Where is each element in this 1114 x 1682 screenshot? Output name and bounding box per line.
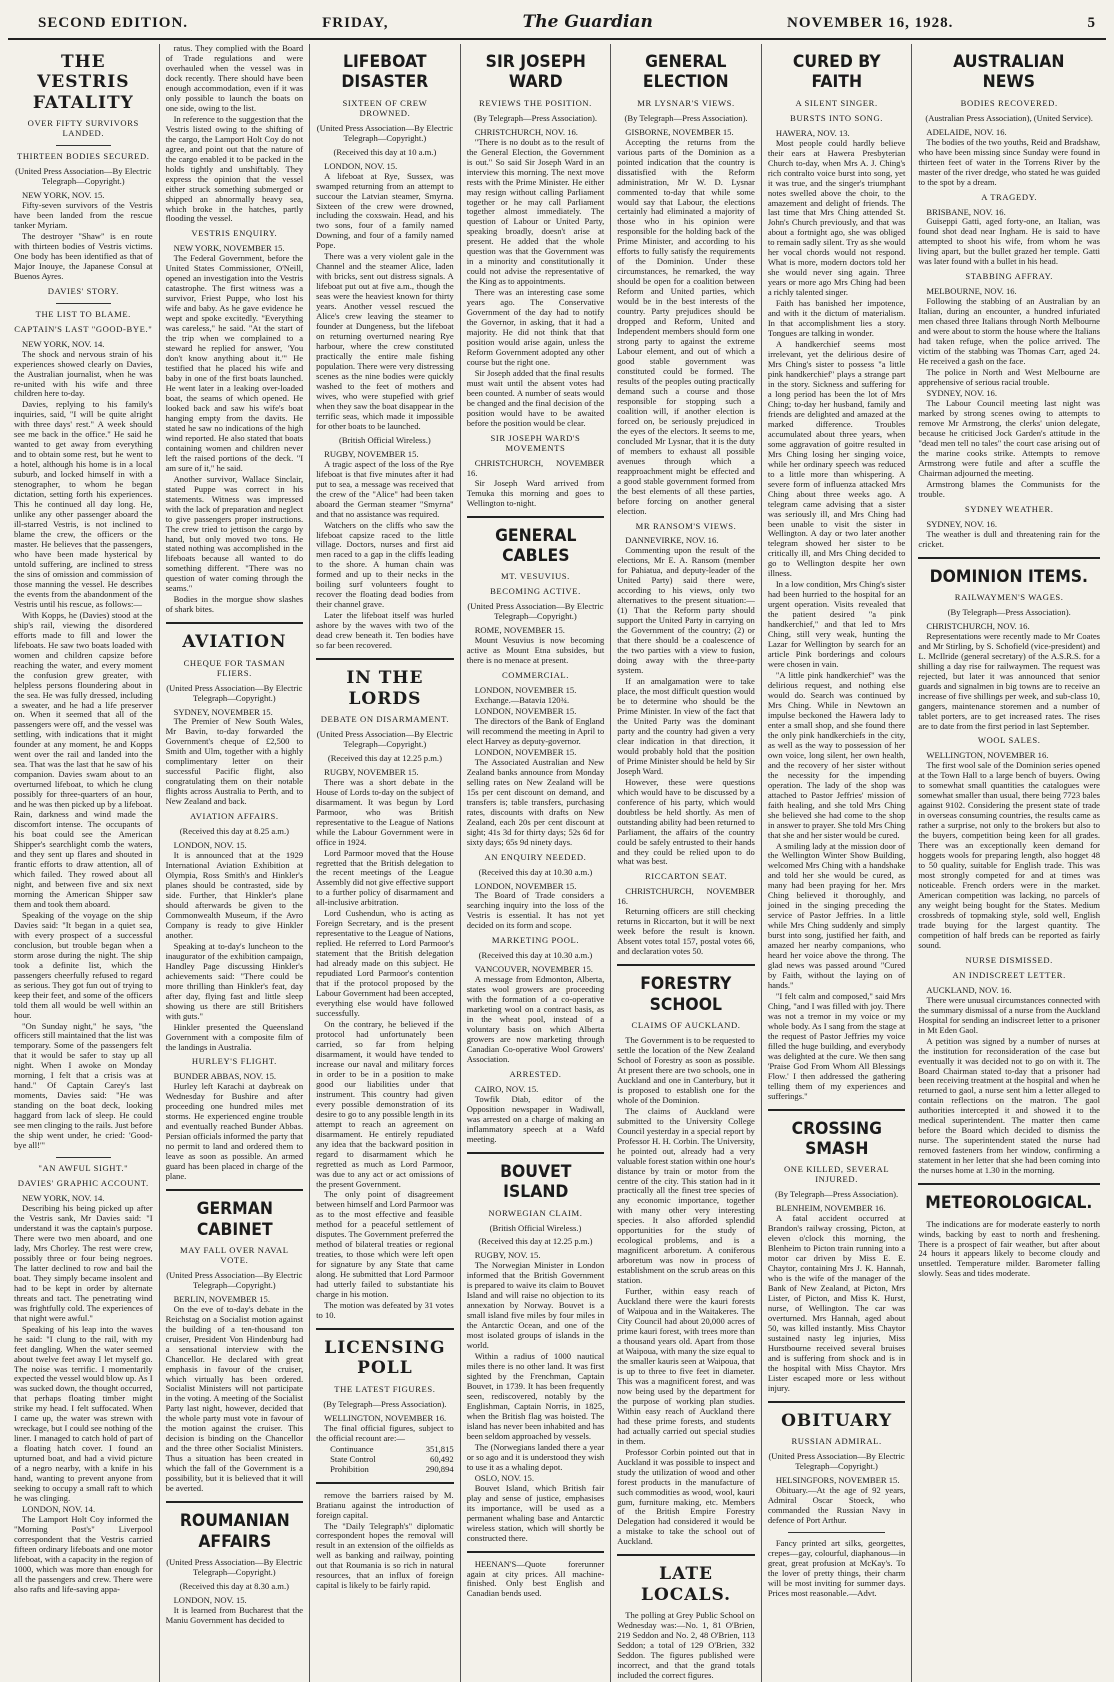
paragraph: Hinkler presented the Queensland Government with a composite film of the landings in Australia. <box>165 1021 304 1052</box>
subhead: RAILWAYMEN'S WAGES. <box>954 591 1064 602</box>
paragraph: Further, within easy reach of Auckland there were the kauri forests of Waipoua and in the Waitakeres. The City Council had about 20,000 acres of prime kauri forest, with trees more than a thousand years old. Apart from those at Waipoua, with many the size equal to the smaller kauris seen at Waipoua, that is up to three to five feet in diameter. This was a magnificent forest, and was now being used by the department for the purpose of working plan studies. Within easy reach of Auckland there had these prime forests, and students had actually carried out special studies in them. <box>617 1286 755 1446</box>
section-divider <box>166 1501 304 1503</box>
paragraph: Fifty-seven survivors of the Vestris have been landed from the rescue tanker Myriam. <box>14 199 153 230</box>
paragraph: Speaking of the voyage on the ship Davies said: "It began in a quiet sea, with every prospect of a successful conclusion, but trouble began when a storm arose during the night. The ship took a definite list, which the passengers cheerfully refused to regard as serious. They got fun out of trying to keep their feet, and some of the officers told them all would be well within an hour. <box>14 909 153 1020</box>
paragraph: Faith has banished her impotence, and with it the dictum of materialism. In that accomplishment lies a story. Tongues are talking in wonder. <box>767 298 906 339</box>
dateline: LONDON, NOVEMBER 15. <box>474 706 577 716</box>
section-divider <box>467 516 605 518</box>
poll-results <box>316 1445 454 1475</box>
column-2 <box>159 44 310 1682</box>
subhead: NURSE DISMISSED. <box>965 954 1053 965</box>
paragraph: In reference to the suggestion that the Vestris listed owing to the shifting of the cargo, the Lamport Holt Coy do not agree, and point out that the nature of the cargo enabled it to be packed in the holds tightly and unshiftably. They express the opinion that the vessel either struck something submerged or shipped an abnormally heavy sea, which broke in the hatches, partly flooding the vessel. <box>165 113 304 224</box>
dateline: VANCOUVER, NOVEMBER 15. <box>474 964 593 975</box>
divider <box>788 1532 884 1533</box>
headline-forestry-school: FORESTRY SCHOOL <box>640 974 732 1015</box>
subhead: REVIEWS THE POSITION. <box>479 97 592 108</box>
section-divider <box>316 1328 454 1330</box>
paragraph: Describing his being picked up after the Vestris sank, Mr Davies said: "I understand it was the captain's purpose. There were two men aboard, and one lady, Mrs Chorley. The rest were crew, possibly three or four being negroes. The latter declined to row and bail the boat. They simply became insolent and had to be kept in order by alternate threats and tact. The penetrating wind was frightfully cold. The experiences of that night were awful." <box>14 1203 153 1323</box>
dateline: CHRISTCHURCH, NOVEMBER 16. <box>617 886 755 907</box>
paragraph: Most people could hardly believe their ears at Hawera Presbyterian Church to-day, when Mrs A. J. Ching's rich contralto voice burst into song, yet it was true, and the singer's triumphant notes swelled above the choir, to the amazement and delight of friends. The last time that Mrs Ching attended St. John's Church previously, and that was about a fortnight ago, she was obliged to remain sadly silent. Try as she would her vocal chords would not respond. What is more, modern doctors told her she would never sing again. Three years or more ago Mrs Ching had been a richly talented singer. <box>767 137 906 298</box>
paragraph: Bouvet Island, which British fair play and sense of justice, emphasises its importance, will be used as a permanent whaling base and Antarctic wireless station, which will shortly be constructed there. <box>466 1482 605 1543</box>
paragraph: The Norwegian Minister in London informed that the British Government is prepared to waive its claim to Bouvet Island and will raise no objection to its annexation by Norway. Bouvet is a small island five miles by four miles in the Antarctic Ocean, and one of the most isolated groups of islands in the world. <box>466 1260 605 1351</box>
dateline: LONDON, NOVEMBER 15. <box>474 746 577 757</box>
subhead: MR RANSOM'S VIEWS. <box>635 520 737 531</box>
paragraph: On the eve of to-day's debate in the Reichstag on a Socialist motion against the building of a ten-thousand ton cruiser, President Von Hindenburg had a sensational interview with the Chancellor. He declared with great emphasis in favour of the cruiser, which virtually has been ordered. Socialist Ministers will not participate in the voting. A meeting of the Socialist Party last night, however, decided that the whole party must vote in favour of the motion against the cruiser. This decision is binding on the Chancellor and the three other Socialist Ministers. Thus a situation has been created in which the fall of the Government is a possibility, but it is believed that it will be averted. <box>165 1303 304 1494</box>
headline-vestris-fatality: THE VESTRIS FATALITY <box>32 52 134 113</box>
dateline: WELLINGTON, NOVEMBER 16. <box>926 750 1049 761</box>
dateline: RUGBY, NOV. 15. <box>474 1250 541 1261</box>
paragraph: The first wool sale of the Dominion series opened at the Town Hall to a large bench of buyers. Owing to somewhat small quantities the catalogues were somewhat smaller than usual, there being 7723 bales against 9102. Considering the present state of trade in overseas consuming countries, the results came as rather a surprise, not only to the brokers but also to the buyers, competition being keen for all grades. There was an exceptionally keen demand for hoggets wools for preparing length, also hogget 48 to 50 quality, suitable for English trade. This was most strongly competed for and at times was noticeable. French orders were in the market. American competition was lacking, no parcels of any weight being bought for the States. Medium crossbreds of topmaking style, sold well, English trade buying for the largest quantity. The competition of half breds can be reported as fairly sound. <box>918 760 1100 950</box>
dateline: NEW YORK, NOV. 14. <box>22 1193 105 1204</box>
section-divider <box>316 1482 454 1484</box>
subhead: STABBING AFFRAY. <box>965 271 1054 282</box>
column-5 <box>610 44 761 1682</box>
wire-credit: (Australian Press Association), (United Service). <box>925 112 1093 123</box>
section-divider <box>467 1152 605 1154</box>
subhead: THE LIST TO BLAME. <box>35 308 131 319</box>
wire-credit: (British Official Wireless.) <box>339 434 431 445</box>
paragraph: "There is no doubt as to the result of the General Election, the Government is out." So said Sir Joseph Ward in an interview this morning. The next move rests with the Prime Minister. He either may resign without calling Parliament together or he may call Parliament together almost immediately. The question of Labour or United Party, speaking broadly, doesn't arise at present. He added that the whole question was that the Government was in a minority and constitutionally it could not advise the representative of the King as to appointments. <box>466 136 605 287</box>
section-divider <box>617 1554 755 1556</box>
paragraph: Professor Corbin pointed out that in Auckland it was possible to inspect and study the utilization of wood and other forest products in the manufacture of such commodities as wood, wool, kauri gum, furniture making, etc. Members of the British Empire Forestry Delegation had considered it would be a mistake to take the school out of Auckland. <box>617 1446 755 1547</box>
section-divider <box>768 1401 906 1403</box>
dateline: LONDON, NOV. 14. <box>22 1504 96 1515</box>
wire-credit: (By Telegraph—Press Association). <box>323 1398 447 1409</box>
subhead: VESTRIS ENQUIRY. <box>191 228 278 239</box>
subhead: THE LATEST FIGURES. <box>334 1383 436 1394</box>
paragraph: Davies, replying to his family's inquiries, said, "I will be quite alright with three days' rest." A week should see me back in the office." He said he wanted to get away from everything and to obtain some rest, but he went to a hotel, although his home is in a local suburb, and locked himself in with a stenographer, to whom he began dictation, setting forth his experiences. This he continued all day long. He, unlike any other passenger aboard the ill-starred Vestris, is not inclined to blame the crew, the officers or the master. He believes that the passengers, who have been made hysterical by untold suffering, are inclined to stress the sins of omission and commission of those manning the vessel. He describes the events from the abandonment of the Vestris until his rescue, as follows:— <box>14 399 153 609</box>
subhead: NORWEGIAN CLAIM. <box>488 1207 583 1218</box>
subhead: SYDNEY WEATHER. <box>964 503 1054 514</box>
dateline: GISBORNE, NOVEMBER 15. <box>625 126 734 137</box>
received-time: (Received this day at 8.25 a.m.) <box>179 826 289 837</box>
paragraph: Exchange.—Batavia 120¾. <box>474 695 570 706</box>
subhead: BURSTS INTO SONG. <box>790 112 884 123</box>
wire-credit: (By Telegraph—Press Association). <box>473 112 598 123</box>
received-time: (Received this day at 8.30 a.m.) <box>179 1580 289 1591</box>
column-1 <box>8 44 159 1682</box>
headline-meteorological: METEOROLOGICAL. <box>925 1193 1093 1214</box>
poll-row <box>330 1465 454 1475</box>
received-time: (Received this day at 12.25 p.m.) <box>327 752 442 763</box>
headline-roumanian-affairs: ROUMANIAN AFFAIRS <box>179 1511 290 1552</box>
paragraph: The indications are for moderate easterly to north winds, backing by east to north and freshening. There is a prospect of fair weather, but after about 24 hours it appears likely to become cloudy and unsettled. Temperature milder. Barometer falling slowly. Seas and tides moderate. <box>918 1218 1100 1279</box>
subhead: HURLEY'S FLIGHT. <box>191 1056 277 1067</box>
subhead: THIRTEEN BODIES SECURED. <box>17 151 150 162</box>
subhead: ARRESTED. <box>509 1068 562 1079</box>
edition-label: SECOND EDITION. <box>38 15 189 31</box>
paragraph: The directors of the Bank of England will recommend the meeting in April to elect Harvey as deputy-governor. <box>466 715 605 746</box>
paragraph: Returning officers are still checking returns in Riccarton, but it will be next week before the result is known. Absent votes total 157, postal votes 66, and declaration votes 50. <box>617 906 755 957</box>
paragraph: Sir Joseph added that the final results must wait until the absent votes had been counted. A number of seats would be changed and the final decision of the position would have to be awaited before the position would be clear. <box>466 367 605 428</box>
wire-credit: (By Telegraph—Press Association). <box>775 1189 899 1200</box>
paragraph: The Associated Australian and New Zealand banks announce from Monday selling rates on New Zealand will be 15s per cent discount on demand, and transfers is; table transfers, purchasing rates, discounts with drafts on New Zealand, each 20s per cent discount at sight; 41s 3d for thirty days; 52s 6d for sixty days; 65s 9d ninety days. <box>466 756 605 847</box>
headline-aviation: AVIATION <box>182 632 287 653</box>
paragraph: Within a radius of 1000 nautical miles there is no other land. It was first sighted by the Frenchman, Captain Bouvet, in 1739. It has been frequently seen, rediscovered, notably by the Englishman, Captain Norris, in 1825, when the British flag was hoisted. The island has never been inhabited and has been seldom approached by vessels. <box>466 1351 605 1441</box>
paragraph: Mount Vesuvius is now becoming active as Mount Etna subsides, but there is no menace at present. <box>466 635 605 666</box>
subhead: OVER FIFTY SURVIVORS LANDED. <box>27 118 139 139</box>
received-time: (Received this day at 10.30 a.m.) <box>478 950 593 961</box>
paragraph: Lord Parmoor moved that the House regretted that the British delegation to the recent meetings of the League Assembly did not give effective support to a further policy of disarmament and all-inclusive arbitration. <box>316 847 454 908</box>
dateline: NEW YORK, NOV. 14. <box>22 338 105 349</box>
column-3 <box>309 44 460 1682</box>
divider <box>56 145 111 146</box>
paragraph: Sir Joseph Ward arrived from Temuka this morning and goes to Wellington to-night. <box>466 477 605 508</box>
section-divider <box>166 622 304 624</box>
paragraph: The shock and nervous strain of his experiences showed clearly on Davies, the Australian journalist, when he was re-united with his wife and three children here to-day. <box>14 348 153 399</box>
paragraph: A smiling lady at the mission door of the Wellington Winter Show Building, welcomed Mrs Ching with a handshake and told her she would be cured, as many had been praying for her. Mrs Ching believed it thoroughly, and joined in the singing preceding the service of Pastor Jeffries. In a little while Mrs Ching suddenly and simply burst into song, justified her faith, and amazed her nearby companions, who heard her voice above the throng. The glad news was passed around "Cured by Faith, without the laying on of hands." <box>767 840 906 991</box>
masthead <box>8 12 1106 40</box>
dateline: HELSINGFORS, NOVEMBER 15. <box>775 1475 900 1486</box>
paragraph: The Premier of New South Wales, Mr Bavin, to-day forwarded the Government's cheque of £2,500 to Smith and Ulm, together with a highly complimentary letter on their successful Pacific flight, also congratulating them on their notable flights across Australia to Perth, and to New Zealand and back. <box>165 716 304 807</box>
paragraph: Obituary.—At the age of 92 years, Admiral Oscar Stoeck, who commanded the Russian Navy in defence of Port Arthur. <box>767 1485 906 1525</box>
dateline: AUCKLAND, NOV. 16. <box>926 984 1012 995</box>
wire-credit: (United Press Association—By Electric Telegraph—Copyright.) <box>467 601 604 622</box>
subhead: MAY FALL OVER NAVAL VOTE. <box>180 1244 289 1265</box>
dateline: LONDON, NOVEMBER 15. <box>474 880 577 891</box>
subhead: AVIATION AFFAIRS. <box>190 811 279 822</box>
subhead: BODIES RECOVERED. <box>960 97 1058 108</box>
subhead: SIXTEEN OF CREW DROWNED. <box>342 97 428 118</box>
poll-label: Prohibition <box>330 1463 369 1474</box>
subhead: RUSSIAN ADMIRAL. <box>791 1436 882 1447</box>
subhead: MR LYSNAR'S VIEWS. <box>637 97 735 108</box>
subhead: A SILENT SINGER. <box>795 97 878 108</box>
headline-australian-news: AUSTRALIAN NEWS <box>953 52 1065 93</box>
dateline: RUGBY, NOVEMBER 15. <box>324 766 419 777</box>
paragraph: The bodies of the two youths, Reid and Bradshaw, who have been missing since Sunday were found in thirteen feet of water in the Torrens River by the master of the river dredge, who stated he was guided to the spot by a dream. <box>918 136 1100 187</box>
subhead: COMMERCIAL. <box>501 670 569 681</box>
paragraph: The polling at Grey Public School on Wednesday was:—No. 1, 81 O'Brien, 219 Seddon and No. 2, 48 O'Brien, 113 Seddon; a total of 129 O'Brien, 332 Seddon. The figures published were incorrect, and that the grand totals included the correct figures. <box>617 1610 755 1680</box>
paragraph: The only point of disagreement between himself and Lord Parmoor was as to the most effective and feasible method for a peaceful settlement of disputes. The Government preferred the method of bilateral treaties or regional treaties, to those which were left open for signature by any State that came along. He submitted that Lord Parmoor had utterly failed to substantiate his charge in his motion. <box>316 1189 454 1300</box>
article-columns <box>8 43 1106 1680</box>
headline-sir-joseph-ward: SIR JOSEPH WARD <box>485 52 586 93</box>
column-4 <box>460 44 611 1682</box>
subhead: AN ENQUIRY NEEDED. <box>484 851 587 862</box>
paragraph: However, these were questions which would have to be discussed by a conference of his party, which would doubtless be held shortly. As men of outstanding ability had been returned to Parliament, the affairs of the country could be safely entrusted to their hands and they could be relied upon to do what was best. <box>617 776 755 867</box>
paragraph: The weather is dull and threatening rain for the cricket. <box>918 528 1100 549</box>
wire-credit: (United Press Association—By Electric Telegraph—Copyright.) <box>768 1451 905 1472</box>
paragraph: In a low condition, Mrs Ching's sister had been hurried to the hospital for an urgent operation. Visits revealed that the patient desired "a pink handkerchief," and that led to Mrs Ching, still very weak, hunting the Lazar for Wellington by search for an article Pink borderings and colours were chosen in vain. <box>767 579 906 670</box>
paragraph: A lifeboat at Rye, Sussex, was swamped returning from an attempt to succour the Latvian steamer, Smyrna. Sixteen of the crew were drowned, including the coxswain. Head, and his two sons, four of a family named Downing, and four of a family named Pope. <box>316 170 454 251</box>
headline-obituary: OBITUARY <box>781 1410 893 1431</box>
paragraph: The Federal Government, before the United States Commissioner, O'Neill, opened an investigation into the Vestris catastrophe. The first witness was a survivor, Friest Puppe, who lost his wife and baby. As he gave evidence he wept and spoke excitedly. "Everything was careless," he said. "At the start of the trip when we complained to a steward he replied for answer, 'You don't know anything about it.'" He testified that he placed his wife and baby in one of the first boats launched. He went later in a leaking over-loaded boat, the seams of which opened. He looked back and saw his wife's boat hanging empty from the davits. He stated he saw no indications of the high wind reported. He also stated that boats containing women and children never left the raised portions of the deck. "I am sure of it," he said. <box>165 253 304 473</box>
subhead: CAPTAIN'S LAST "GOOD-BYE." <box>14 323 153 334</box>
dateline: OSLO, NOV. 15. <box>474 1472 534 1483</box>
paragraph: Speaking at to-day's luncheon to the inaugurator of the exhibition campaign, Handley Page discussing Hinkler's achievements said: "There could be more thrilling than Hinkler's feat, day after day, flying fast and little sleep showing us there are still Britishers with guts." <box>165 940 304 1021</box>
paragraph: Later the lifeboat itself was hurled ashore by the waves with two of the dead crew beneath it. Ten bodies have so far been recovered. <box>316 610 454 651</box>
poll-label: Continuance <box>330 1443 374 1454</box>
paragraph: "A little pink handkerchief" was the delirious request, and nothing else would do. Search was continued by Mrs Ching. While in Newtown an impulse beckoned the Hawera lady to enter a small shop, and she found there the only pink handkerchiefs in the city, as well as the way to possession of her own voice, long silent, her own health, and the recovery of her sister without the necessity for the impending operation. The lady of the shop was attached to Pastor Jeffries' mission of faith healing, and she told Mrs Ching she believed she had come to the shop in answer to prayer. She told Mrs Ching that she and her sister would be cured. <box>767 670 906 840</box>
day-label: FRIDAY, <box>322 15 389 31</box>
issue-date: NOVEMBER 16, 1928. <box>787 15 954 31</box>
dateline: HAWERA, NOV. 13. <box>775 127 850 138</box>
dateline: CAIRO, NOV. 15. <box>474 1083 539 1094</box>
advertisement: HEENAN'S—Quote forerunner again at city prices. All machine-finished. Only best English and Canadian bends used. <box>466 1558 605 1599</box>
paragraph: The destroyer "Shaw" is en route with thirteen bodies of Vestris victims. One body has been identified as that of Major Inouye, the Japanese Consul at Buenos Ayres. <box>14 230 153 281</box>
dateline: BRISBANE, NOV. 16. <box>926 206 1006 217</box>
paragraph: There was a very violent gale in the Channel and the steamer Alice, laden with bricks, sent out distress signals. A lifeboat put out at five a.m., though the seas were the heaviest known for thirty years. Another vessel rescued the Alice's crew leaving the steamer to founder at Dungeness, but the lifeboat on returning overturned nearing Rye harbour, where the crew constituted practically the entire male fishing population. There were very distressing scenes as the nine bodies were quickly washed to the feet of mothers and wives, who were stupefied with grief when they saw the boat disappear in the terrific seas, which made it impossible for other boats to be launched. <box>316 251 454 431</box>
paragraph: Towfik Diab, editor of the Opposition newspaper in Wadiwall, was arrested on a charge of making an inflammatory speech at a Wafd meeting. <box>466 1093 605 1144</box>
subhead: CLAIMS OF AUCKLAND. <box>631 1019 741 1030</box>
wire-credit: (United Press Association—By Electric Telegraph—Copyright.) <box>166 682 303 703</box>
paragraph: The Board of Trade considers a searching inquiry into the loss of the Vestris is essential. It has not yet decided on its form and scope. <box>466 890 605 931</box>
subhead: DAVIES' GRAPHIC ACCOUNT. <box>17 1178 149 1189</box>
subhead: WOOL SALES. <box>977 735 1041 746</box>
subhead: A TRAGEDY. <box>981 191 1038 202</box>
paragraph: There was an interesting case some years ago. The Conservative Government of the day had to notify the Governor, in asking, that it had a majority. He did not think that that position would arise again, unless the Reform Government adopted any other course but the right one. <box>466 287 605 367</box>
wire-credit: (United Press Association—By Electric Telegraph—Copyright.) <box>166 1269 303 1290</box>
subhead: RICCARTON SEAT. <box>644 871 728 882</box>
headline-bouvet-island: BOUVET ISLAND <box>499 1161 572 1203</box>
paragraph: The Government is to be requested to settle the location of the New Zealand School of Forestry as soon as possible. At present there are two schools, one in Auckland and one in Canterbury, but it is proposed to establish one for the whole of the Dominion. <box>617 1034 755 1105</box>
paragraph: Guiseppi Gatti, aged forty-one, an Italian, was found shot dead near Ingham. He is said to have attempted to shoot his wife, from whom he was living apart, but the bullet grazed her temple. Gatti was later found with a bullet in his head. <box>918 216 1100 267</box>
section-divider <box>166 1189 304 1191</box>
dateline: BERLIN, NOVEMBER 15. <box>173 1293 271 1304</box>
paragraph: The motion was defeated by 31 votes to 10. <box>316 1300 454 1321</box>
wire-credit: (United Press Association—By Electric Telegraph—Copyright.) <box>316 122 454 143</box>
poll-value: 290,894 <box>425 1463 454 1474</box>
dateline: NEW YORK, NOV. 15. <box>22 190 105 201</box>
section-divider <box>918 1183 1100 1185</box>
dateline: SYDNEY, NOV. 16. <box>926 387 997 398</box>
subhead: MARKETING POOL. <box>491 935 580 946</box>
column-6 <box>761 44 912 1682</box>
wire-credit: (By Telegraph—Press Association). <box>947 606 1071 617</box>
poll-value: 351,815 <box>425 1443 454 1454</box>
paragraph: Another survivor, Wallace Sinclair, stated Puppe was correct in his statements. Witness was impressed with the lack of preparation and neglect to give passengers proper instructions. The crew tried to jettison the cargo by hand, but only moved two tons. He stated nothing was accomplished in the lifeboats because all wanted to do something different. "There was no question of water coming through the seams." <box>165 473 304 594</box>
wire-credit: (United Press Association—By Electric Telegraph—Copyright.) <box>15 166 152 187</box>
dateline: MELBOURNE, NOV. 16. <box>926 286 1017 297</box>
headline-crossing-smash: CROSSING SMASH <box>791 1118 882 1160</box>
dateline: RUGBY, NOVEMBER 15. <box>324 448 419 459</box>
dateline: CHRISTCHURCH, NOV. 16. <box>474 126 578 137</box>
dateline: CHRISTCHURCH, NOVEMBER 16. <box>466 457 605 478</box>
wire-credit: (United Press Association—By Electric Telegraph—Copyright.) <box>166 1556 303 1577</box>
section-divider <box>768 1109 906 1111</box>
paragraph: ratus. They complied with the Board of Trade regulations and were overhauled when the vessel was in dock recently. There should have been enough accommodation, even if it was only possible to launch the boats on one side, owing to the list. <box>165 43 304 113</box>
paragraph: The Labour Council meeting last night was marked by strong scenes owing to attempts to remove Mr Armstrong, the clerks' union delegate, because he criticised Jock Garden's attitude in the "dead men tell no tales" the court case arising out of the marine cooks strike. Attempts to remove Armstrong were futile and after a scuffle the Chairman adjourned the meeting. <box>918 397 1100 478</box>
paragraph: With Kopps, he (Davies) stood at the ship's rail, viewing the disordered efforts made to fill and lower the lifeboats. He saw two boats loaded with women and children capsize before reaching the water, and every moment the confusion grew greater, with helpless persons floundering about in the sea. He was fully dressed, including a sweater, and he had a life preserver on. When it seemed that all of the passengers were off, and the vessel was settling, with indications that it might founder at any moment, he and Kopps went over the rail and landed into the sea. That was the last that he saw of his companion. Davies swam about to an overturned lifeboat, to which he clung possibly for three-quarters of an hour, and he was then picked up by a lifeboat. Rain, darkness and wind made the discomfort intense. The occupants of his boat could see the American Shipper's searchlight comb the waters, and they sent up flares and shouted in frantic efforts to draw attention, all of which failed. They rowed about all night, and between five and six next morning the American Shipper saw them and took them aboard. <box>14 609 153 909</box>
subhead: CHEQUE FOR TASMAN FLIERS. <box>183 657 286 678</box>
headline-german-cabinet: GERMAN CABINET <box>196 1199 273 1240</box>
headline-general-election: GENERAL ELECTION <box>643 52 729 93</box>
column-7 <box>911 44 1106 1682</box>
subhead: DAVIES' STORY. <box>47 285 119 296</box>
paragraph: A petition was signed by a number of nurses at the institution for reconsideration of the case but eventually it was decided not to go on with it. The Board Chairman stated to-day that a prisoner had been receiving treatment at the hospital and when he returned to gaol, a nurse sent him a letter alleged to contain reflections on the matron. The gaol authorities intercepted it and showed it to the medical superintendent. The matter then came before the Board which decided to dismiss the nurse. The superintendent stated the nurse had removed fasteners from her window, confirming a statement in her letter that she had been coming into the nurses home at 1.30 in the morning. <box>918 1035 1100 1176</box>
paragraph: The police in North and West Melbourne are apprehensive of serious racial trouble. <box>918 367 1100 387</box>
paragraph: There was a short debate in the House of Lords to-day on the subject of disarmament. It was begun by Lord Parmoor, who was British representative to the League of Nations while the Labour Government were in office in 1924. <box>316 776 454 847</box>
paragraph: The claims of Auckland were submitted to the University College Council yesterday in a special report by Professor H. H. Corbin. The University, he pointed out, already had a very valuable forest station within one hour's distance by train or motor from the centre of the city. This station had in it practically all the finest tree species of any economic importance, together with many other very interesting species. It also afforded splendid opportunities for the study of ecological problems, and is a magnificent arboretum. A coniferous arboretum was now in process of establishment on the scrub areas on this station. <box>617 1105 755 1286</box>
poll-label: State Control <box>330 1453 376 1464</box>
paragraph: Speaking of his leap into the waves he said: "I clung to the rail, with my feet dangling. When the water seemed about twelve feet away I let myself go. The noise was terrific. I momentarily expected the vessel would blow up. As I was sucked down, the thought occurred, that perhaps floating timber might strike my head. I felt suffocated. When I came up, the water was strewn with wreckage, but I could see nothing of the liner. I managed to catch hold of part of a floating hatch cover. I found an upturned boat, and had a vivid picture of a negro nearby, with a knife in his hand, wanting to prevent anyone from seeking to occupy a small raft to which he was clinging. <box>14 1323 153 1504</box>
dateline: LONDON, NOV. 15. <box>173 840 247 851</box>
paragraph: Following the stabbing of an Australian by an Italian, during an encounter, a hundred infuriated men chased three Italians through North Melbourne and were about to storm the house where the Italians had taken refuge, when the police arrived. The victim of the stabbing was Thomas Carr, aged 24. He received a gash on the face. <box>918 296 1100 367</box>
dateline: ADELAIDE, NOV. 16. <box>926 126 1007 137</box>
dateline: NEW YORK, NOVEMBER 15. <box>173 243 285 254</box>
paragraph: The "Daily Telegraph's" diplomatic correspondent hopes the removal will result in an extension of the oilfields as well as banking and railway, pointing out that Roumania is so rich in natural resources, that an influx of foreign capital is likely to be fairly rapid. <box>316 1520 454 1591</box>
paragraph: Hurley left Karachi at daybreak on Wednesday for Bushire and after proceeding one hundred miles met storms. He experienced engine trouble and eventually reached Bunder Abbas. Persian officials informed the party that no permit to land and ordered them to leave as soon as possible. An armed guard has been placed in charge of the plane. <box>165 1081 304 1182</box>
paragraph: The Lamport Holt Coy informed the "Morning Post's" Liverpool correspondent that the Vestris carried fifteen ordinary lifeboats and one motor lifeboat, with a capacity in the region of 1000, which was more than enough for all the passengers and crew. There were also rafts and life-saving appa- <box>14 1514 153 1594</box>
section-divider <box>918 557 1100 559</box>
paragraph: Armstrong blames the Communists for the trouble. <box>918 478 1100 499</box>
paragraph: It is learned from Bucharest that the Maniu Government has decided to <box>165 1604 304 1625</box>
paragraph: It is announced that at the 1929 International Aviation Exhibition at Olympia, Ross Smith's and Hinkler's planes should be contrasted, side by side. Further, that Hinkler's plane should afterwards be given to the Commonwealth Museum, if the Avro Company is ready to give Hinkler another. <box>165 850 304 940</box>
paragraph: Commenting upon the result of the elections, Mr E. A. Ransom (member for Pahiatua, and deputy-leader of the United Party) said there were, according to his views, only two alternatives to the present situation:—(1) That the Reform party should support the United Party in carrying on the Government of the country; (2) or that there should be a coalescence of the two parties with a view to fusion, doing away with the three-party system. <box>617 545 755 676</box>
wire-credit: (United Press Association—By Electric Telegraph—Copyright.) <box>316 728 454 749</box>
subhead: SIR JOSEPH WARD'S MOVEMENTS <box>490 432 581 453</box>
paragraph: The final official figures, subject to the official recount are:— <box>316 1422 454 1443</box>
paragraph: There were unusual circumstances connected with the summary dismissal of a nurse from the Auckland Hospital for sending an indiscreet letter to a prisoner in Mt Eden Gaol. <box>918 994 1100 1035</box>
headline-cured-by-faith: CURED BY FAITH <box>792 52 881 93</box>
dateline: LONDON, NOV. 15. <box>324 160 398 171</box>
subhead: MT. VESUVIUS. <box>501 571 570 582</box>
divider <box>56 303 111 304</box>
headline-licensing-poll: LICENSING POLL <box>324 1338 446 1379</box>
dateline: SYDNEY, NOVEMBER 15. <box>173 706 273 717</box>
dateline: LONDON, NOVEMBER 15. <box>474 685 577 696</box>
section-divider <box>316 658 454 660</box>
paragraph: On the contrary, he believed if the protocol had unfortunately been carried, so far from helping disarmament, it would have tended to increase our naval and military forces in order to be in a position to make good our liabilities under that instrument. This country had given every possible demonstration of its desire to go to any possible length in its attempt to reach an agreement on disarmament. He entirely repudiated any idea that the backward position in regard to disarmament which he regretted as much as Lord Parmoor, was due to any act or act omissions of the present Government. <box>316 1019 454 1189</box>
headline-general-cables: GENERAL CABLES <box>494 525 577 566</box>
paragraph: A handkerchief seems most irrelevant, yet the delirious desire of Mrs Ching's sister to possess "a little pink handkerchief" plays a strange part in the story. Sickness and suffering for a long period has been the lot of Mrs Ching; to-day her husband, family and friends are delighted and amazed at the marked difference. Troubles accumulated about three years, when some aggravation of goitre resulted in Mrs Ching losing her singing voice, while her ordinary speech was reduced to a little more than whispering. A severe form of influenza attacked Mrs Ching about three weeks ago. A telegram came advising that a sister was seriously ill, and Mrs Ching had been unable to visit the sister in Wellington. A day or two later another telegram showed her sister to be critically ill, and Mrs Ching decided to go to Wellington despite her own illness. <box>767 339 906 579</box>
paragraph: Accepting the returns from the various parts of the Dominion as a pointed indication that the country is dissatisfied with the Reform administration, Mr W. D. Lysnar commented to-day that while some would say that Labour, the elections certainly had eliminated a majority of those who in his opinion were responsible for the holding back of the Prime Minister, and according to his efforts to fully satisfy the requirements of the Dominion. Under these circumstances, he remarked, the way should be open for a coalition between Reform and United parties, which would be in the best interests of the country. Party prejudices should be dropped and Reform, United and Independent members should form one strong party to against the extreme Labour element, and out of which a good stable government was constituted could be formed. The results of the peoples outing practically demand such a course and those responsible for stopping such a coalition will, if another election is forced on, be seriously prejudiced in the eyes of the electors. It seems to me, concluded Mr Lysnar, that it is the duty of members to exhaust all possible avenues through which a reapproachment might be effected and a good stable government formed from the best elements of all these parties, before forcing on another general election. <box>617 136 755 516</box>
poll-value: 60,492 <box>430 1453 454 1464</box>
divider <box>56 1157 111 1158</box>
paragraph: Lord Cushendun, who is acting as Foreign Secretary, and is the present representative to the League of Nations, replied. He referred to Lord Parmoor's statement that the British delegation had already made on this subject. He repudiated Lord Parmoor's contention that if the protocol proposed by the Labour Government had been accepted, everything else would have followed successfully. <box>316 908 454 1019</box>
paragraph: The (Norwegians landed there a year or so ago and it is understood they wish to use it as a whaling depot. <box>466 1441 605 1472</box>
newspaper-title: The Guardian <box>522 12 653 32</box>
paragraph: Representations were recently made to Mr Coates and Mr Stirling, by S. Schofield (vice-president) and L. McIlride (general secretary) of the A.S.R.S. for a shilling a day rise for railwaymen. The request was rejected, but later it was announced that senior guards and signalmen in big towns are to receive an increase of five shillings per week, and sub-class 10, gangers, maintenance storemen and a number of tablet porters, are to get increased rates. The rises are to date from the first period in last September. <box>918 630 1100 731</box>
advertisement: Fancy printed art silks, georgettes, crepes—gay, colourful, diaphanous—in great, great profusion at McKay's. To the lover of pretty things, their charm will be most inviting for summer days. Prices most reasonable.—Advt. <box>767 1537 906 1598</box>
paragraph: "I felt calm and composed," said Mrs Ching, "and I was filled with joy. There was not a tremor in my voice or my whole body. As I sang from the stage at the request of Pastor Jeffries my voice filled the huge building, and everybody was delighted at the cure. We then sang 'Praise God From Whom All Blessings Flow.' I then addressed the gathering telling them of my experiences and sufferings." <box>767 991 906 1101</box>
dateline: DANNEVIRKE, NOV. 16. <box>625 535 719 546</box>
dateline: WELLINGTON, NOVEMBER 16. <box>324 1412 447 1423</box>
paragraph: If an amalgamation were to take place, the most difficult question would be to determine who should be the Prime Minister. In view of the fact that the United Party was the dominant party and the country had given a very clear indication in that direction, it would probably hold that the position of Prime Minister should be held by Sir Joseph Ward. <box>617 676 755 776</box>
paragraph: A message from Edmonton, Alberta, states wool growers are proceeding with the formation of a co-operative marketing wool on a contract basis, as in the wheat pool, instead of a voluntary basis on which Alberta growers are now marketing through Canadian Co-operative Wool Growers' Association. <box>466 974 605 1064</box>
dateline: ROME, NOVEMBER 15. <box>474 625 565 636</box>
paragraph: "On Sunday night," he says, "the officers still maintained that the list was temporary. Some of the passengers felt that it would be safer to stay up all night. When I awoke on Monday morning, I felt that a crisis was at hand." Of Captain Carey's last moments, Davies said: "He was standing on the boat deck, looking haggard from lack of sleep. He could see men clinging to the rails. Just before the ship went under, he cried: 'Good-bye all!'" <box>14 1020 153 1151</box>
section-divider <box>467 1551 605 1553</box>
dateline: SYDNEY, NOV. 16. <box>926 518 997 529</box>
subhead: "AN AWFUL SIGHT." <box>38 1163 129 1174</box>
wire-credit: (By Telegraph—Press Association). <box>624 112 748 123</box>
dateline: CHRISTCHURCH, NOV. 16. <box>926 620 1030 631</box>
paragraph: remove the barriers raised by M. Bratianu against the introduction of foreign capital. <box>316 1489 454 1520</box>
paragraph: A tragic aspect of the loss of the Rye lifeboat is that five minutes after it had put to sea, a message was received that the crew of the "Alice" had been taken aboard the German steamer "Smyrna" and that no assistance was required. <box>316 458 454 519</box>
subhead: ONE KILLED, SEVERAL INJURED. <box>783 1164 890 1185</box>
dateline: BLENHEIM, NOVEMBER 16. <box>775 1203 886 1214</box>
subhead: DEBATE ON DISARMAMENT. <box>320 713 450 724</box>
wire-credit: (British Official Wireless.) <box>489 1222 582 1233</box>
received-time: (Received this day at 10 a.m.) <box>333 146 437 157</box>
headline-in-the-lords: IN THE LORDS <box>346 668 424 709</box>
section-divider <box>617 964 755 966</box>
headline-dominion-items: DOMINION ITEMS. <box>930 566 1089 587</box>
subhead: AN INDISCREET LETTER. <box>952 969 1066 980</box>
paragraph: Watchers on the cliffs who saw the lifeboat capsize raced to the little village. Doctors, nurses and first aid men raced to a gap in the cliffs leading to the shore. A human chain was formed and up to their necks in the boiling surf volunteers fought to recover the floating dead bodies from their channel grave. <box>316 519 454 610</box>
page-number: 5 <box>1087 15 1096 31</box>
dateline: BUNDER ABBAS, NOV. 15. <box>173 1071 277 1082</box>
paragraph: A fatal accident occurred at Brandon's railway crossing, Picton, at eleven o'clock this morning, the Blenheim to Picton train running into a motor car driven by Miss E. E. Chaytor, containing Mrs J. K. Hannah, who is the wife of the manager of the Bank of New Zealand, at Picton, Mrs Lister, of Picton, and Miss K. Hurst, nurse, of Wellington. The car was overturned. Mrs Hannah, aged about 50, was killed instantly. Miss Chaytor sustained nasty leg injuries, Miss Hurstbourne received several bruises and is suffering from shock and is in the hospital with Miss Chaytor. Mrs Lister escaped more or less without injury. <box>767 1213 906 1393</box>
subhead: BECOMING ACTIVE. <box>490 586 581 597</box>
received-time: (Received this day at 10.30 a.m.) <box>478 866 593 877</box>
dateline: LONDON, NOV. 15. <box>173 1594 247 1605</box>
paragraph: Bodies in the morgue show slashes of shark bites. <box>165 594 304 615</box>
headline-late-locals: LATE LOCALS. <box>641 1564 732 1605</box>
received-time: (Received this day at 12.25 p.m.) <box>478 1236 593 1247</box>
headline-lifeboat-disaster: LIFEBOAT DISASTER <box>341 52 429 93</box>
